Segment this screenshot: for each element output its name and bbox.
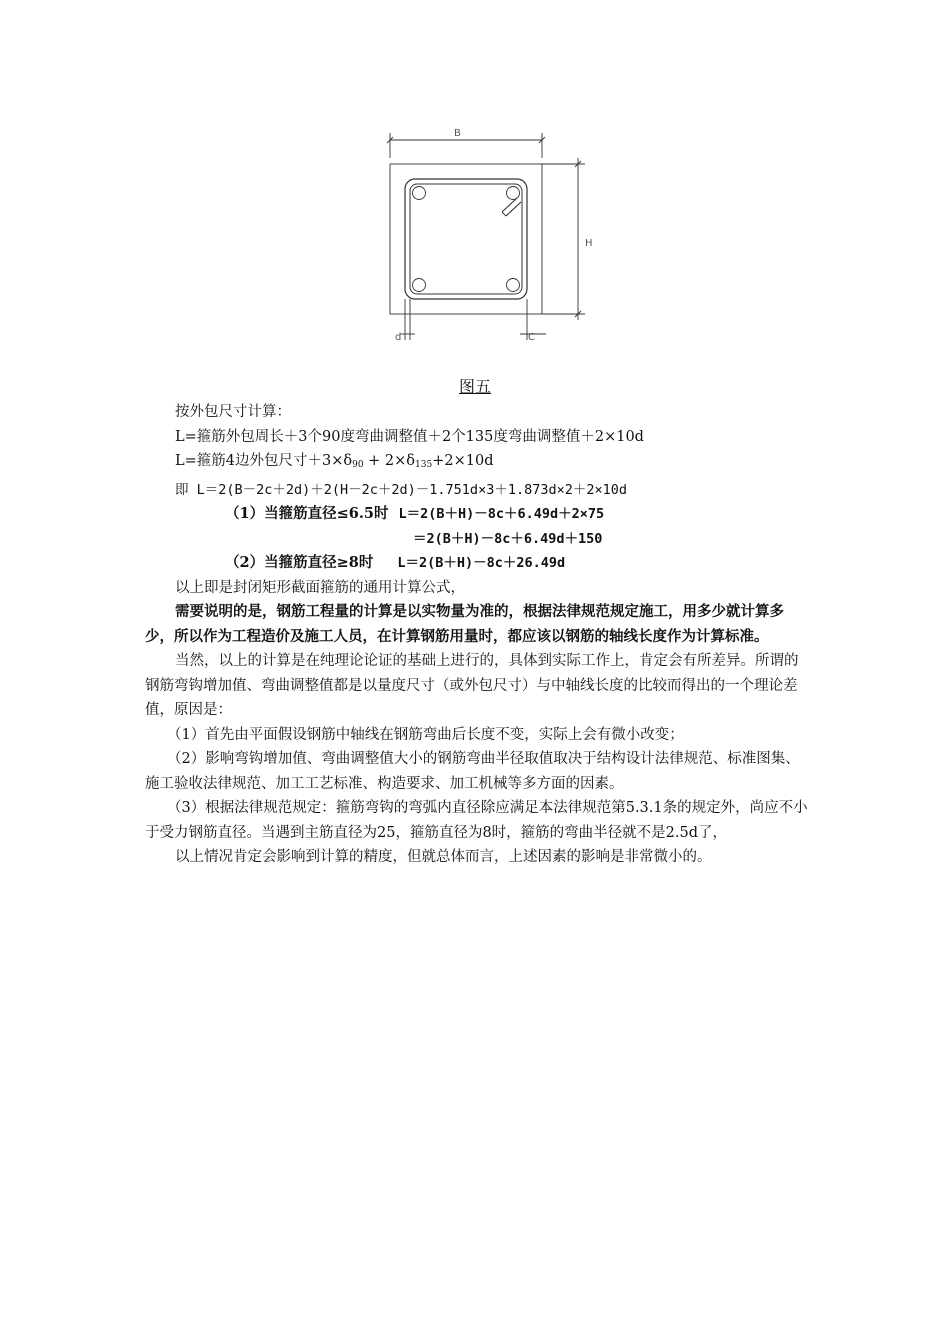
- formula-case-1b: ＝2(B＋H)－8c＋6.49d＋150: [413, 530, 603, 547]
- stirrup-inner: [410, 184, 522, 294]
- figure-caption: 图五: [458, 377, 491, 396]
- label-d: d: [395, 332, 402, 343]
- label-c: C: [528, 332, 535, 343]
- rebar-bottom-left: [413, 279, 426, 292]
- paragraph-conclusion: 以上情况肯定会影响到计算的精度，但就总体而言，上述因素的影响是非常微小的。: [175, 849, 712, 865]
- formula-2: L=箍筋4边外包尺寸$+3\times\delta_{90} + 2\times\delta_{135}+2\times 10d$: [175, 453, 494, 470]
- hook-line-1: [502, 198, 517, 212]
- line-summary: 以上即是封闭矩形截面箍筋的通用计算公式，: [175, 579, 465, 596]
- formula-case-2: （2）当箍筋直径≥8时 L＝2(B＋H)－8c＋26.49d: [225, 554, 566, 571]
- reason-3: （3）根据法律规范规定：箍筋弯钩的弯弧内直径除应满足本法律规范第5.3.1条的规定外，尚应不小于受力钢筋直径。当遇到主筋直径为25，箍筋直径为8时，箍筋的弯曲半径就不是2.5d了，: [145, 800, 808, 841]
- formula-3: 即 L＝2(B－2c＋2d)＋2(H－2c＋2d)－1.751d×3＋1.873d×2＋2×10d: [175, 481, 627, 498]
- document-body: [145, 400, 810, 870]
- section-outline: [390, 164, 542, 314]
- reason-1: （1）首先由平面假设钢筋中轴线在钢筋弯曲后长度不变，实际上会有微小改变；: [167, 726, 684, 743]
- paragraph-note: 需要说明的是，钢筋工程量的计算是以实物量为准的，根据法律规范规定施工，用多少就计算多少，所以作为工程造价及施工人员，在计算钢筋用量时，都应该以钢筋的轴线长度作为计算标准。: [145, 603, 784, 645]
- stirrup-outer: [405, 179, 527, 299]
- rebar-top-left: [413, 187, 426, 200]
- hook-line-2: [506, 202, 521, 216]
- paragraph-difference: 当然，以上的计算是在纯理论论证的基础上进行的，具体到实际工作上，肯定会有所差异。所谓的钢筋弯钩增加值、弯曲调整值都是以量度尺寸（或外包尺寸）与中轴线长度的比较而得出的一个理论差值，原因是：: [145, 653, 799, 718]
- rebar-bottom-right: [507, 279, 520, 292]
- reason-2: （2）影响弯钩增加值、弯曲调整值大小的钢筋弯曲半径取值取决于结构设计法律规范、标准图集、施工验收法律规范、加工工艺标准、构造要求、加工机械等多方面的因素。: [145, 751, 800, 792]
- label-b: B: [454, 128, 461, 139]
- formula-1: L=箍筋外包周长＋3个90度弯曲调整值＋2个135度弯曲调整值＋2×10d: [175, 428, 644, 445]
- rebar-top-right: [507, 187, 520, 200]
- stirrup-section-diagram: [380, 118, 610, 358]
- label-h: H: [585, 238, 593, 249]
- formula-case-1: （1）当箍筋直径≤6.5时 L＝2(B＋H)－8c＋6.49d＋2×75: [225, 505, 605, 522]
- line-intro: 按外包尺寸计算：: [175, 404, 291, 420]
